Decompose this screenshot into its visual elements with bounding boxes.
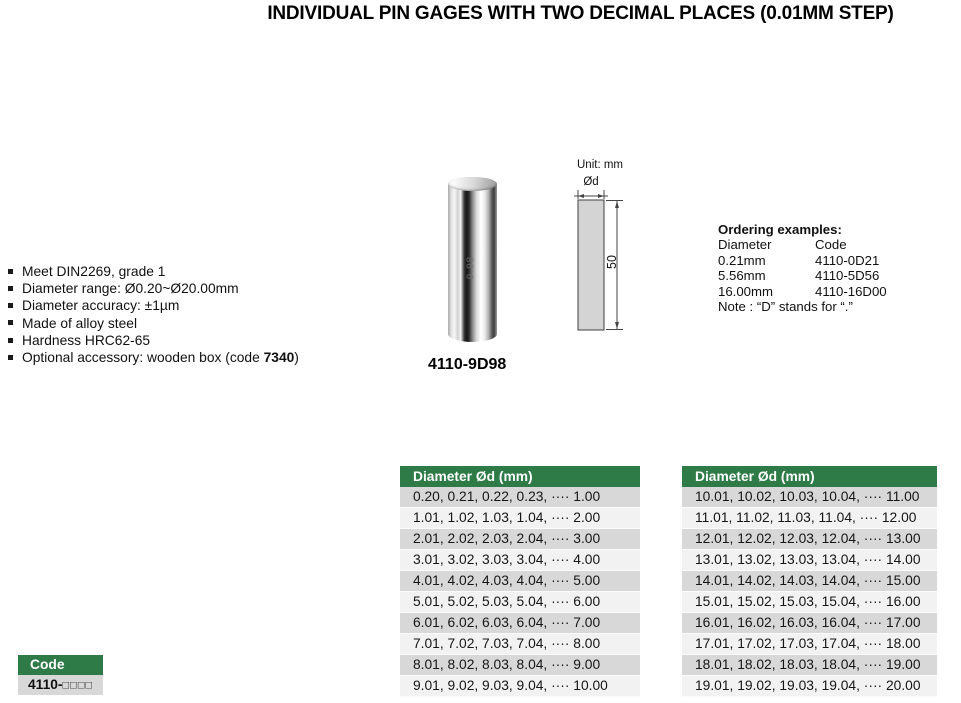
- ordering-diameter: 16.00mm: [718, 283, 773, 299]
- feature-text: Made of alloy steel: [22, 315, 138, 331]
- unit-label: Unit: mm: [577, 159, 623, 171]
- page-title: INDIVIDUAL PIN GAGES WITH TWO DECIMAL PLACES (0.01MM STEP): [267, 3, 894, 24]
- feature-text: Hardness HRC62-65: [22, 332, 151, 348]
- pin-engraving: 9.98: [465, 255, 477, 280]
- ordering-code: 4110-5D56: [815, 268, 880, 284]
- feature-item: [8, 263, 408, 280]
- table-row: 10.01, 10.02, 10.03, 10.04, ···· 11.00: [682, 487, 937, 508]
- table-row: 6.01, 6.02, 6.03, 6.04, ···· 7.00: [400, 613, 640, 634]
- ordering-diameter: 5.56mm: [718, 268, 766, 284]
- table-row: 12.01, 12.02, 12.03, 12.04, ···· 13.00: [682, 529, 937, 550]
- feature-text: Diameter accuracy: ±1µm: [22, 298, 180, 314]
- bullet-square-icon: [8, 269, 13, 274]
- table-row: 14.01, 14.02, 14.03, 14.04, ···· 15.00: [682, 571, 937, 592]
- code-box-value: [18, 675, 103, 695]
- dim-arrow-icon: [578, 194, 584, 198]
- ordering-col-code: Code: [815, 237, 847, 253]
- code-box: [18, 655, 103, 695]
- code-prefix: 4110-: [28, 677, 63, 692]
- ordering-row: [718, 268, 958, 283]
- length-dim-label: 50: [605, 255, 619, 269]
- table-row: 0.20, 0.21, 0.22, 0.23, ···· 1.00: [400, 487, 640, 508]
- features-list: [8, 263, 408, 366]
- dimension-drawing: [556, 174, 640, 344]
- table-row: 2.01, 2.02, 2.03, 2.04, ···· 3.00: [400, 529, 640, 550]
- pin-diameter-table-2: [682, 466, 937, 697]
- table-header: Diameter Ød (mm): [682, 466, 937, 487]
- feature-item: [8, 315, 408, 332]
- bullet-square-icon: [8, 320, 13, 325]
- ordering-examples: [718, 222, 958, 314]
- ordering-heading: Ordering examples:: [718, 222, 842, 237]
- feature-text-suffix: ): [294, 349, 299, 365]
- pin-gage-photo: [448, 177, 497, 342]
- table-header: Diameter Ød (mm): [400, 466, 640, 487]
- feature-text-prefix: Optional accessory: wooden box (code: [22, 349, 264, 365]
- pin-body: [448, 184, 497, 342]
- ordering-note: Note : “D” stands for “.”: [718, 299, 853, 315]
- ordering-row: [718, 253, 958, 268]
- table-row: 8.01, 8.02, 8.03, 8.04, ···· 9.00: [400, 655, 640, 676]
- pin-outline-rect: [578, 200, 604, 330]
- ordering-row: [718, 284, 958, 299]
- table-row: 11.01, 11.02, 11.03, 11.04, ···· 12.00: [682, 508, 937, 529]
- code-placeholder-boxes: □□□□: [62, 679, 94, 692]
- feature-text: Diameter range: Ø0.20~Ø20.00mm: [22, 281, 239, 297]
- ordering-code: 4110-0D21: [815, 252, 880, 268]
- dim-arrow-icon: [615, 322, 619, 329]
- ordering-col-diameter: Diameter: [718, 237, 772, 253]
- feature-item: [8, 349, 408, 366]
- table-row: 15.01, 15.02, 15.03, 15.04, ···· 16.00: [682, 592, 937, 613]
- ordering-columns: [718, 237, 958, 252]
- bullet-square-icon: [8, 355, 13, 360]
- table-row: 13.01, 13.02, 13.03, 13.04, ···· 14.00: [682, 550, 937, 571]
- ordering-diameter: 0.21mm: [718, 252, 766, 268]
- dim-arrow-icon: [615, 201, 619, 208]
- accessory-code: 7340: [263, 349, 295, 365]
- product-code-label: 4110-9D98: [428, 356, 507, 373]
- code-box-header: Code: [18, 655, 103, 675]
- table-row: 5.01, 5.02, 5.03, 5.04, ···· 6.00: [400, 592, 640, 613]
- table-row: 7.01, 7.02, 7.03, 7.04, ···· 8.00: [400, 634, 640, 655]
- table-row: 16.01, 16.02, 16.03, 16.04, ···· 17.00: [682, 613, 937, 634]
- feature-text: Meet DIN2269, grade 1: [22, 264, 166, 279]
- feature-item: [8, 297, 408, 314]
- ordering-code: 4110-16D00: [815, 283, 887, 299]
- bullet-square-icon: [8, 303, 13, 308]
- diameter-dim-label: Ød: [583, 176, 599, 188]
- feature-item: [8, 280, 408, 297]
- pin-top-face: [448, 177, 497, 191]
- table-row: 19.01, 19.02, 19.03, 19.04, ···· 20.00: [682, 676, 937, 697]
- bullet-square-icon: [8, 338, 13, 343]
- table-row: 17.01, 17.02, 17.03, 17.04, ···· 18.00: [682, 634, 937, 655]
- table-row: 18.01, 18.02, 18.03, 18.04, ···· 19.00: [682, 655, 937, 676]
- pin-diameter-table-1: [400, 466, 640, 697]
- bullet-square-icon: [8, 286, 13, 291]
- feature-text: [22, 350, 299, 365]
- dim-arrow-icon: [598, 194, 604, 198]
- table-row: 9.01, 9.02, 9.03, 9.04, ···· 10.00: [400, 676, 640, 697]
- table-row: 4.01, 4.02, 4.03, 4.04, ···· 5.00: [400, 571, 640, 592]
- table-row: 3.01, 3.02, 3.03, 3.04, ···· 4.00: [400, 550, 640, 571]
- feature-item: [8, 332, 408, 349]
- table-row: 1.01, 1.02, 1.03, 1.04, ···· 2.00: [400, 508, 640, 529]
